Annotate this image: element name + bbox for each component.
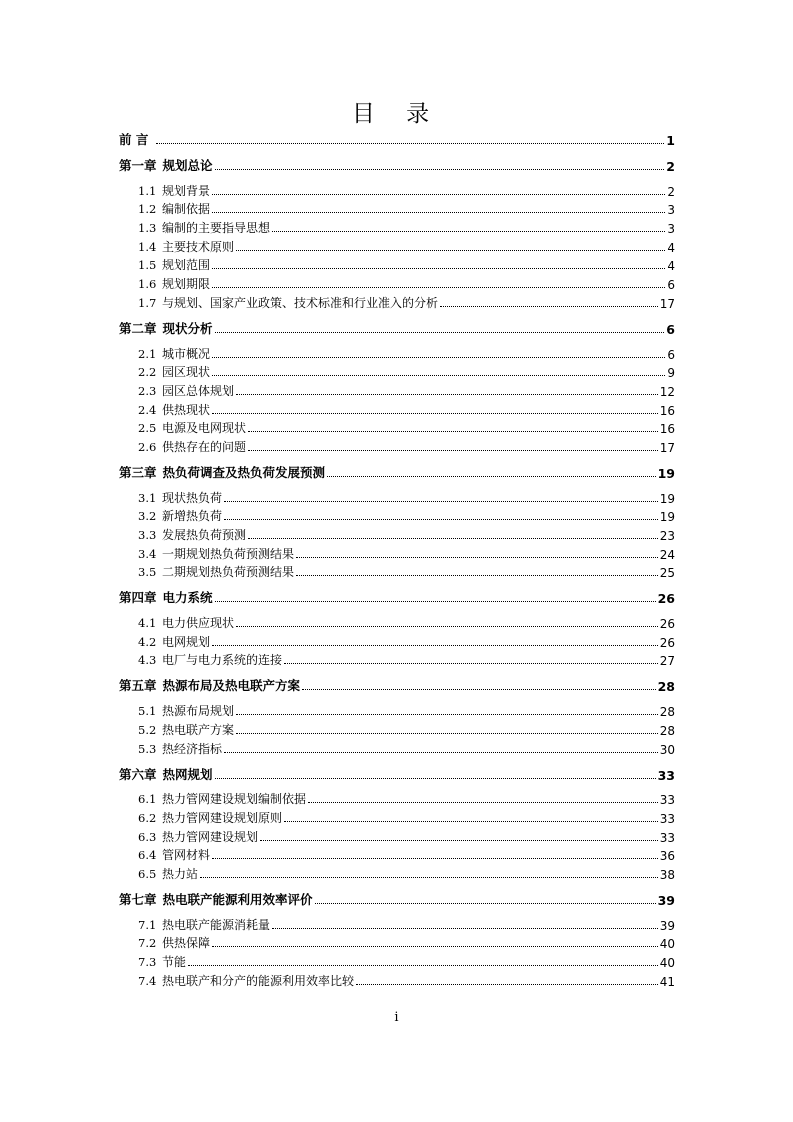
- section-label: [138, 721, 235, 738]
- toc-chapter-entry[interactable]: [119, 889, 675, 908]
- section-page-number: 3: [667, 203, 675, 218]
- toc-section-entry[interactable]: [119, 292, 675, 311]
- section-page-number: 19: [659, 510, 675, 525]
- toc-section-entry[interactable]: [119, 700, 675, 719]
- section-page-number: 23: [659, 529, 675, 543]
- section-number: 6.5: [138, 866, 157, 881]
- toc-chapter-entry[interactable]: [119, 764, 675, 783]
- section-label: [138, 219, 271, 236]
- dot-leader: [212, 212, 665, 213]
- dot-leader: [296, 575, 658, 576]
- section-title: 规划范围: [162, 258, 211, 273]
- section-title: 新增热负荷: [162, 509, 223, 524]
- toc-section-entry[interactable]: [119, 273, 675, 292]
- section-number: 7.1: [138, 917, 157, 932]
- section-number: 3.5: [138, 565, 157, 580]
- toc-section-entry[interactable]: [119, 807, 675, 826]
- chapter-title: 热网规划: [162, 766, 213, 782]
- toc-section-entry[interactable]: [119, 845, 675, 864]
- chapter-number: 前 言: [119, 132, 149, 147]
- section-title: 园区现状: [162, 365, 211, 380]
- section-page-number: 41: [659, 974, 675, 989]
- chapter-label: [119, 890, 314, 908]
- toc-section-entry[interactable]: [119, 380, 675, 399]
- section-number: 1.5: [138, 258, 157, 273]
- toc-section-entry[interactable]: [119, 933, 675, 952]
- section-page-number: 17: [659, 440, 675, 455]
- section-title: 热源布局规划: [162, 704, 235, 719]
- section-page-number: 38: [659, 867, 675, 882]
- toc-section-entry[interactable]: [119, 487, 675, 506]
- dot-leader: [215, 332, 665, 333]
- toc-section-entry[interactable]: [119, 826, 675, 845]
- chapter-page-number: 19: [657, 465, 675, 481]
- toc-chapter-entry[interactable]: [119, 129, 675, 148]
- dot-leader: [212, 268, 665, 269]
- section-number: 3.4: [138, 546, 157, 561]
- section-number: 4.2: [138, 634, 157, 649]
- section-number: 3.2: [138, 509, 157, 524]
- section-label: [138, 545, 295, 562]
- chapter-label: [119, 463, 326, 481]
- section-title: 管网材料: [162, 848, 211, 863]
- dot-leader: [212, 645, 658, 646]
- section-label: [138, 972, 355, 989]
- toc-section-entry[interactable]: [119, 362, 675, 381]
- section-label: [138, 953, 187, 970]
- chapter-title: 现状分析: [162, 320, 213, 336]
- section-label: [138, 740, 223, 757]
- section-title: 编制的主要指导思想: [162, 221, 271, 236]
- dot-leader: [236, 250, 665, 251]
- dot-leader: [224, 519, 658, 520]
- chapter-label: [119, 319, 214, 337]
- section-title: 主要技术原则: [162, 239, 235, 254]
- section-title: 电厂与电力系统的连接: [162, 653, 283, 668]
- chapter-page-number: 26: [657, 591, 675, 607]
- toc-section-entry[interactable]: [119, 255, 675, 274]
- section-page-number: 26: [659, 617, 675, 632]
- section-number: 5.3: [138, 741, 157, 756]
- dot-leader: [248, 450, 658, 451]
- dot-leader: [272, 231, 665, 232]
- section-label: [138, 363, 211, 380]
- chapter-page-number: 33: [657, 767, 675, 783]
- section-number: 6.4: [138, 848, 157, 863]
- section-number: 1.6: [138, 277, 157, 292]
- section-page-number: 24: [659, 547, 675, 562]
- dot-leader: [200, 877, 658, 878]
- toc-section-entry[interactable]: [119, 436, 675, 455]
- section-page-number: 25: [659, 566, 675, 581]
- section-label: [138, 438, 247, 455]
- section-title: 热力管网建设规划编制依据: [162, 792, 307, 807]
- section-page-number: 27: [659, 654, 675, 669]
- section-label: [138, 563, 295, 580]
- section-label: [138, 238, 235, 255]
- dot-leader: [236, 626, 658, 627]
- chapter-number: 第三章: [119, 464, 157, 480]
- toc-section-entry[interactable]: [119, 217, 675, 236]
- dot-leader: [224, 752, 658, 753]
- section-page-number: 40: [659, 937, 675, 952]
- section-number: 2.3: [138, 383, 157, 398]
- section-label: [138, 419, 247, 436]
- section-title: 热电联产和分产的能源利用效率比较: [162, 973, 355, 988]
- section-title: 园区总体规划: [162, 383, 235, 398]
- section-title: 电力供应现状: [162, 616, 235, 631]
- chapter-page-number: 28: [657, 679, 675, 695]
- section-title: 编制依据: [162, 202, 211, 217]
- chapter-title: 热负荷调查及热负荷发展预测: [162, 464, 326, 480]
- toc-section-entry[interactable]: [119, 343, 675, 362]
- section-page-number: 33: [659, 811, 675, 826]
- chapter-page-number: 1: [666, 133, 675, 148]
- section-label: [138, 489, 223, 506]
- toc-section-entry[interactable]: [119, 970, 675, 989]
- dot-leader: [212, 946, 658, 947]
- section-label: [138, 507, 223, 524]
- dot-leader: [302, 689, 656, 690]
- section-title: 发展热负荷预测: [162, 528, 247, 542]
- dot-leader: [260, 840, 658, 841]
- section-number: 3.1: [138, 490, 157, 505]
- section-number: 5.1: [138, 704, 157, 719]
- toc-chapter-entry[interactable]: [119, 675, 675, 694]
- section-label: [138, 526, 247, 543]
- toc-section-entry[interactable]: [119, 180, 675, 199]
- section-page-number: 6: [667, 347, 675, 362]
- section-title: 节能: [162, 955, 187, 969]
- section-title: 规划期限: [162, 277, 211, 292]
- chapter-page-number: 39: [657, 892, 675, 908]
- section-number: 2.1: [138, 346, 157, 361]
- toc-chapter-entry[interactable]: [119, 155, 675, 174]
- section-label: [138, 651, 283, 668]
- section-number: 1.1: [138, 183, 157, 198]
- section-page-number: 17: [659, 296, 675, 311]
- section-label: [138, 275, 211, 292]
- toc-section-entry[interactable]: [119, 418, 675, 437]
- chapter-label: [119, 588, 214, 606]
- section-label: [138, 401, 211, 418]
- section-number: 7.2: [138, 936, 157, 951]
- chapter-number: 第二章: [119, 320, 157, 336]
- section-number: 6.2: [138, 810, 157, 825]
- section-title: 电网规划: [162, 634, 211, 649]
- toc-chapter-entry[interactable]: [119, 462, 675, 481]
- toc-section-entry[interactable]: [119, 738, 675, 757]
- section-number: 4.3: [138, 653, 157, 668]
- toc-section-entry[interactable]: [119, 612, 675, 631]
- toc-section-entry[interactable]: [119, 719, 675, 738]
- section-page-number: 36: [659, 849, 675, 864]
- section-title: 热电联产方案: [162, 722, 235, 737]
- section-page-number: 40: [659, 956, 675, 970]
- toc-chapter-entry[interactable]: [119, 318, 675, 337]
- dot-leader: [236, 733, 658, 734]
- section-page-number: 9: [667, 366, 675, 381]
- section-label: [138, 846, 211, 863]
- section-title: 热经济指标: [162, 741, 223, 756]
- section-page-number: 30: [659, 742, 675, 757]
- dot-leader: [356, 984, 658, 985]
- chapter-number: 第五章: [119, 678, 157, 694]
- section-label: [138, 294, 439, 311]
- dot-leader: [156, 143, 664, 144]
- section-page-number: 2: [667, 184, 675, 199]
- section-label: [138, 614, 235, 631]
- section-page-number: 16: [659, 422, 675, 437]
- section-label: [138, 382, 235, 399]
- section-title: 与规划、国家产业政策、技术标准和行业准入的分析: [162, 295, 439, 310]
- section-page-number: 33: [659, 793, 675, 808]
- toc-section-entry[interactable]: [119, 399, 675, 418]
- section-title: 热力站: [162, 866, 199, 881]
- toc-section-entry[interactable]: [119, 914, 675, 933]
- chapter-number: 第六章: [119, 766, 157, 782]
- section-label: [138, 828, 259, 845]
- section-label: [138, 182, 211, 199]
- section-title: 现状热负荷: [162, 490, 223, 505]
- dot-leader: [212, 858, 658, 859]
- section-title: 供热现状: [162, 402, 211, 417]
- chapter-title: 电力系统: [162, 590, 213, 606]
- chapter-label: [119, 676, 301, 694]
- section-number: 1.2: [138, 202, 157, 217]
- toc-section-entry[interactable]: [119, 199, 675, 218]
- chapter-page-number: 2: [666, 159, 675, 174]
- section-number: 3.3: [138, 528, 157, 542]
- section-number: 6.1: [138, 792, 157, 807]
- page-number-footer: i: [394, 1010, 399, 1025]
- section-number: 1.7: [138, 295, 157, 310]
- dot-leader: [236, 394, 658, 395]
- section-page-number: 4: [667, 259, 675, 274]
- section-number: 6.3: [138, 829, 157, 844]
- section-title: 电源及电网现状: [162, 421, 247, 436]
- dot-leader: [272, 928, 658, 929]
- dot-leader: [212, 287, 665, 288]
- dot-leader: [315, 903, 656, 904]
- toc-section-entry[interactable]: [119, 631, 675, 650]
- dot-leader: [212, 194, 665, 195]
- section-label: [138, 256, 211, 273]
- section-title: 热力管网建设规划原则: [162, 810, 283, 825]
- dot-leader: [188, 965, 658, 966]
- section-page-number: 39: [659, 918, 675, 933]
- section-page-number: 28: [659, 705, 675, 720]
- toc-chapter-entry[interactable]: [119, 587, 675, 606]
- section-label: [138, 934, 211, 951]
- dot-leader: [284, 663, 658, 664]
- section-title: 二期规划热负荷预测结果: [162, 565, 295, 580]
- section-title: 供热保障: [162, 936, 211, 951]
- toc-section-entry[interactable]: [119, 524, 675, 543]
- dot-leader: [212, 413, 658, 414]
- chapter-page-number: 6: [666, 321, 675, 337]
- section-title: 热电联产能源消耗量: [162, 917, 271, 932]
- dot-leader: [296, 557, 658, 558]
- section-title: 供热存在的问题: [162, 439, 247, 454]
- dot-leader: [215, 778, 656, 779]
- chapter-label: [119, 156, 214, 174]
- section-number: 4.1: [138, 616, 157, 631]
- section-page-number: 16: [659, 403, 675, 418]
- section-title: 城市概况: [162, 346, 211, 361]
- dot-leader: [224, 501, 658, 502]
- chapter-number: 第七章: [119, 891, 157, 907]
- section-number: 2.6: [138, 439, 157, 454]
- section-number: 2.5: [138, 421, 157, 436]
- chapter-title: 规划总论: [162, 158, 213, 173]
- section-page-number: 28: [659, 723, 675, 738]
- chapter-label: [119, 130, 155, 148]
- toc-title: 目 录: [351, 101, 442, 127]
- section-page-number: 4: [667, 240, 675, 255]
- chapter-number: 第四章: [119, 590, 157, 606]
- section-title: 热力管网建设规划: [162, 829, 259, 844]
- dot-leader: [212, 357, 665, 358]
- dot-leader: [215, 601, 656, 602]
- dot-leader: [308, 802, 658, 803]
- table-of-contents: [119, 129, 675, 989]
- section-label: [138, 702, 235, 719]
- chapter-number: 第一章: [119, 158, 157, 173]
- toc-section-entry[interactable]: [119, 236, 675, 255]
- section-page-number: 3: [667, 222, 675, 237]
- dot-leader: [327, 476, 656, 477]
- dot-leader: [248, 538, 658, 539]
- section-number: 1.4: [138, 239, 157, 254]
- section-title: 一期规划热负荷预测结果: [162, 546, 295, 561]
- chapter-title: 热源布局及热电联产方案: [162, 678, 301, 694]
- section-page-number: 26: [659, 635, 675, 650]
- section-label: [138, 809, 283, 826]
- chapter-title: 热电联产能源利用效率评价: [162, 891, 313, 907]
- section-label: [138, 633, 211, 650]
- section-label: [138, 790, 307, 807]
- section-number: 2.4: [138, 402, 157, 417]
- section-number: 7.4: [138, 973, 157, 988]
- toc-section-entry[interactable]: [119, 951, 675, 970]
- section-label: [138, 916, 271, 933]
- section-page-number: 19: [659, 491, 675, 506]
- toc-section-entry[interactable]: [119, 543, 675, 562]
- section-number: 7.3: [138, 955, 157, 969]
- section-page-number: 33: [659, 830, 675, 845]
- dot-leader: [284, 821, 658, 822]
- toc-section-entry[interactable]: [119, 863, 675, 882]
- section-label: [138, 865, 199, 882]
- chapter-label: [119, 765, 214, 783]
- section-page-number: 6: [667, 278, 675, 293]
- toc-section-entry[interactable]: [119, 789, 675, 808]
- section-title: 规划背景: [162, 183, 211, 198]
- dot-leader: [236, 714, 658, 715]
- dot-leader: [248, 431, 658, 432]
- section-number: 2.2: [138, 365, 157, 380]
- section-number: 1.3: [138, 221, 157, 236]
- section-label: [138, 200, 211, 217]
- dot-leader: [440, 306, 658, 307]
- toc-section-entry[interactable]: [119, 562, 675, 581]
- toc-section-entry[interactable]: [119, 506, 675, 525]
- section-number: 5.2: [138, 722, 157, 737]
- section-page-number: 12: [659, 384, 675, 399]
- section-label: [138, 345, 211, 362]
- dot-leader: [212, 375, 665, 376]
- dot-leader: [215, 169, 665, 170]
- toc-section-entry[interactable]: [119, 650, 675, 669]
